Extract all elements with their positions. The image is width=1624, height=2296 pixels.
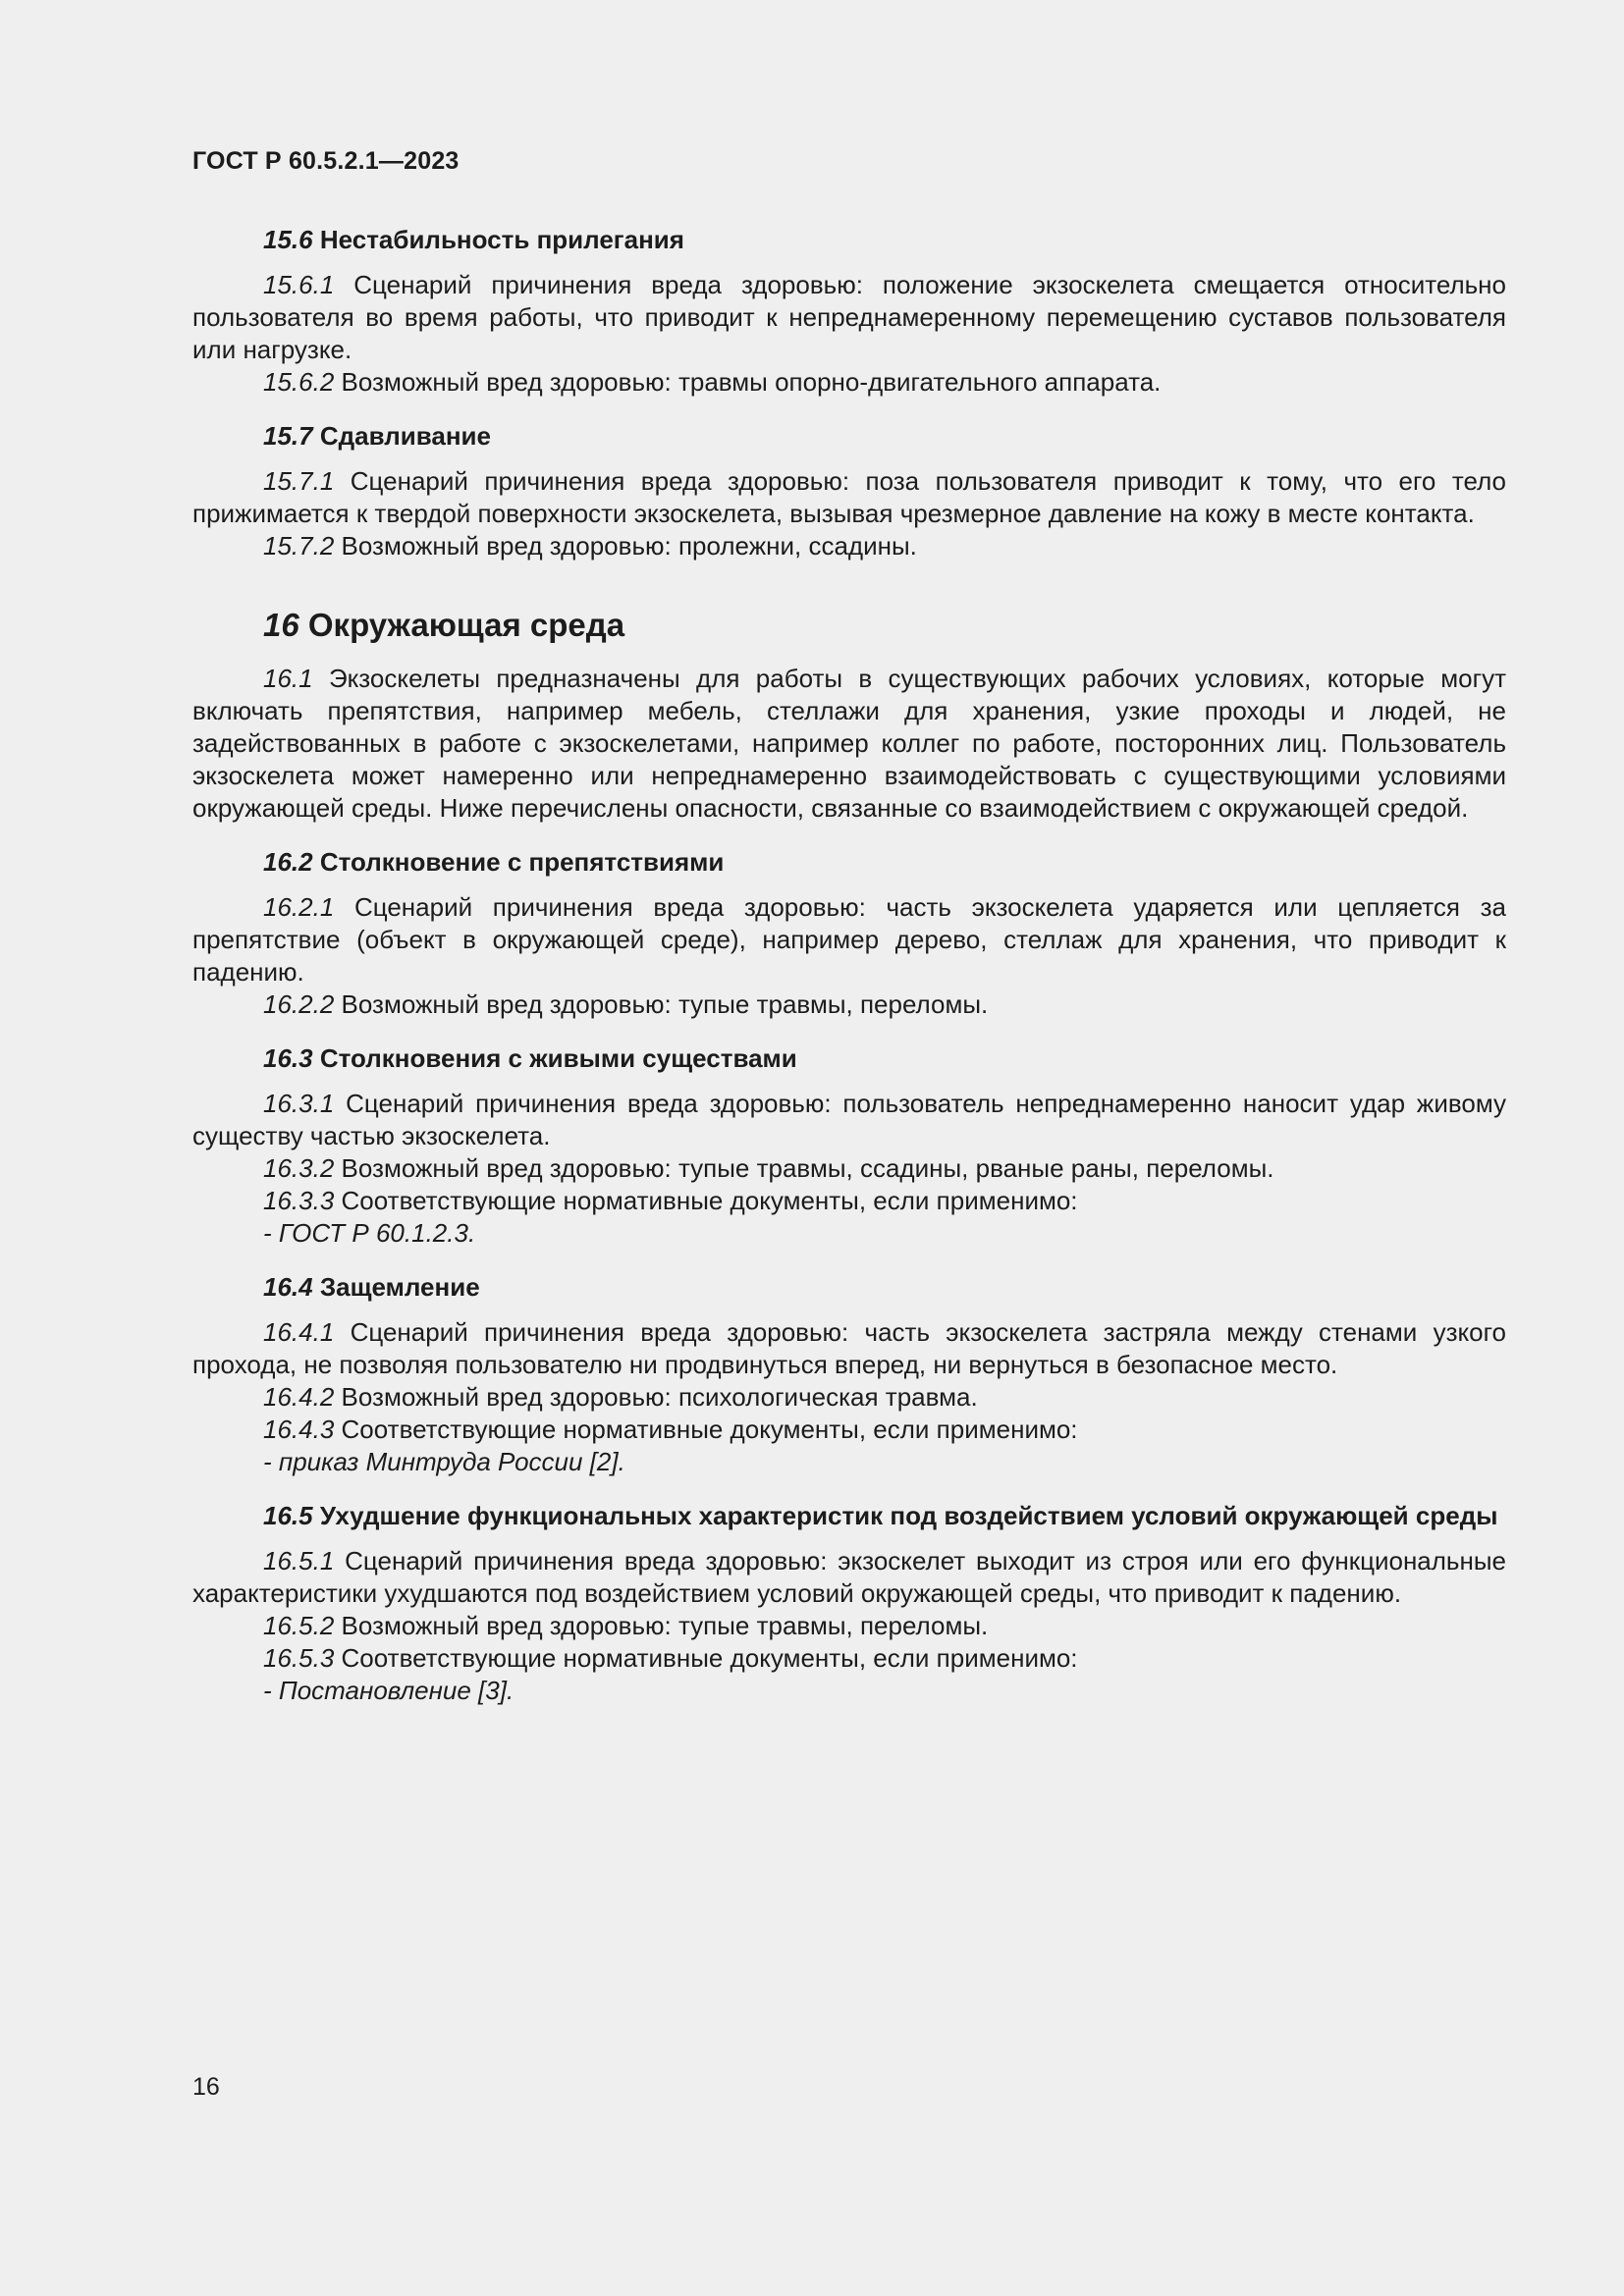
paragraph-text: Сценарий причинения вреда здоровью: экзоскелет выходит из строя или его функциональные характеристики ухудшаются под воздействием условий окружающей среды, что приводит к падению. xyxy=(192,1546,1506,1608)
paragraph-text: Сценарий причинения вреда здоровью: пользователь непреднамеренно наносит удар живому существу частью экзоскелета. xyxy=(192,1089,1506,1150)
paragraph-16-5-2 xyxy=(192,1610,1506,1642)
paragraph-16-4-1 xyxy=(192,1316,1506,1381)
paragraph-16-2-2 xyxy=(192,988,1506,1021)
paragraph-text: Сценарий причинения вреда здоровью: часть экзоскелета застряла между стенами узкого прохода, не позволяя пользователю ни продвинуться вперед, ни вернуться в безопасное место. xyxy=(192,1317,1506,1379)
paragraph-number: 15.6.1 xyxy=(263,270,335,299)
clause-title: Ухудшение функциональных характеристик под воздействием условий окружающей среды xyxy=(319,1501,1498,1530)
clause-number: 16.3 xyxy=(263,1043,313,1073)
clause-number: 16.2 xyxy=(263,847,313,877)
reference-list-item: - ГОСТ Р 60.1.2.3. xyxy=(263,1218,476,1248)
paragraph-number: 15.7.2 xyxy=(263,531,335,561)
section-title: Окружающая среда xyxy=(307,607,625,643)
clause-number: 16.5 xyxy=(263,1501,313,1530)
paragraph-text: Соответствующие нормативные документы, если применимо: xyxy=(341,1643,1078,1673)
paragraph-number: 16.4.2 xyxy=(263,1382,335,1412)
paragraph-number: 16.5.2 xyxy=(263,1611,335,1640)
paragraph-16-4-2 xyxy=(192,1381,1506,1414)
paragraph-15-7-1 xyxy=(192,465,1506,530)
reference-list-item: - Постановление [3]. xyxy=(263,1676,514,1705)
clause-heading-16-3 xyxy=(263,1042,1506,1075)
clause-heading-16-4 xyxy=(263,1271,1506,1304)
paragraph-number: 16.5.3 xyxy=(263,1643,335,1673)
paragraph-15-6-2 xyxy=(192,366,1506,399)
clause-title: Столкновение с препятствиями xyxy=(319,847,725,877)
paragraph-number: 16.3.3 xyxy=(263,1186,335,1215)
paragraph-text: Возможный вред здоровью: тупые травмы, переломы. xyxy=(341,989,989,1019)
reference-list-item: - приказ Минтруда России [2]. xyxy=(263,1447,625,1476)
paragraph-16-4-3 xyxy=(192,1414,1506,1446)
clause-number: 16.4 xyxy=(263,1272,313,1302)
paragraph-text: Соответствующие нормативные документы, если применимо: xyxy=(341,1186,1078,1215)
section-number: 16 xyxy=(263,607,299,643)
paragraph-text: Возможный вред здоровью: тупые травмы, переломы. xyxy=(341,1611,989,1640)
clause-number: 15.7 xyxy=(263,421,313,451)
paragraph-15-7-2 xyxy=(192,530,1506,562)
paragraph-number: 16.3.2 xyxy=(263,1153,335,1183)
paragraph-text: Возможный вред здоровью: травмы опорно-двигательного аппарата. xyxy=(341,367,1162,397)
clause-number: 15.6 xyxy=(263,225,313,254)
paragraph-number: 16.1 xyxy=(263,664,313,693)
paragraph-text: Возможный вред здоровью: пролежни, ссадины. xyxy=(341,531,917,561)
paragraph-15-6-1 xyxy=(192,269,1506,366)
paragraph-text: Сценарий причинения вреда здоровью: положение экзоскелета смещается относительно пользователя во время работы, что приводит к непреднамеренному перемещению суставов пользователя или нагрузке. xyxy=(192,270,1506,364)
clause-heading-15-7 xyxy=(263,420,1506,453)
clause-title: Нестабильность прилегания xyxy=(319,225,684,254)
paragraph-text: Возможный вред здоровью: психологическая травма. xyxy=(341,1382,978,1412)
paragraph-number: 16.4.1 xyxy=(263,1317,335,1347)
page-content xyxy=(192,224,1506,1707)
paragraph-number: 15.7.1 xyxy=(263,466,335,496)
paragraph-16-3-1 xyxy=(192,1088,1506,1152)
clause-title: Сдавливание xyxy=(319,421,491,451)
paragraph-text: Сценарий причинения вреда здоровью: часть экзоскелета ударяется или цепляется за препятствие (объект в окружающей среде), например дерево, стеллаж для хранения, что приводит к падению. xyxy=(192,892,1506,987)
paragraph-number: 16.4.3 xyxy=(263,1415,335,1444)
page-number: 16 xyxy=(192,2073,220,2101)
paragraph-16-5-3 xyxy=(192,1642,1506,1675)
section-heading-16 xyxy=(263,606,1506,645)
paragraph-number: 16.5.1 xyxy=(263,1546,335,1575)
paragraph-16-3-3 xyxy=(192,1185,1506,1217)
paragraph-text: Экзоскелеты предназначены для работы в существующих рабочих условиях, которые могут включать препятствия, например мебель, стеллажи для хранения, узкие проходы и людей, не задействованных в работе с экзоскелетами, например коллег по работе, посторонних лиц. Пользователь экзоскелета может намеренно или непреднамеренно взаимодействовать с существующими условиями окружающей среды. Ниже перечислены опасности, связанные со взаимодействием с окружающей средой. xyxy=(192,664,1506,823)
paragraph-number: 16.2.2 xyxy=(263,989,335,1019)
clause-title: Защемление xyxy=(319,1272,480,1302)
paragraph-text: Сценарий причинения вреда здоровью: поза пользователя приводит к тому, что его тело прижимается к твердой поверхности экзоскелета, вызывая чрезмерное давление на кожу в месте контакта. xyxy=(192,466,1507,528)
clause-heading-15-6 xyxy=(263,224,1506,256)
paragraph-16-5-1 xyxy=(192,1545,1506,1610)
paragraph-text: Соответствующие нормативные документы, если применимо: xyxy=(341,1415,1078,1444)
document-identifier: ГОСТ Р 60.5.2.1—2023 xyxy=(192,147,460,175)
clause-heading-16-2 xyxy=(263,846,1506,879)
paragraph-number: 16.3.1 xyxy=(263,1089,335,1118)
clause-heading-16-5 xyxy=(263,1500,1506,1532)
paragraph-16-2-1 xyxy=(192,891,1506,988)
paragraph-16-1 xyxy=(192,663,1506,825)
paragraph-text: Возможный вред здоровью: тупые травмы, ссадины, рваные раны, переломы. xyxy=(341,1153,1274,1183)
paragraph-number: 16.2.1 xyxy=(263,892,335,922)
clause-title: Столкновения с живыми существами xyxy=(319,1043,797,1073)
paragraph-number: 15.6.2 xyxy=(263,367,335,397)
paragraph-16-3-2 xyxy=(192,1152,1506,1185)
